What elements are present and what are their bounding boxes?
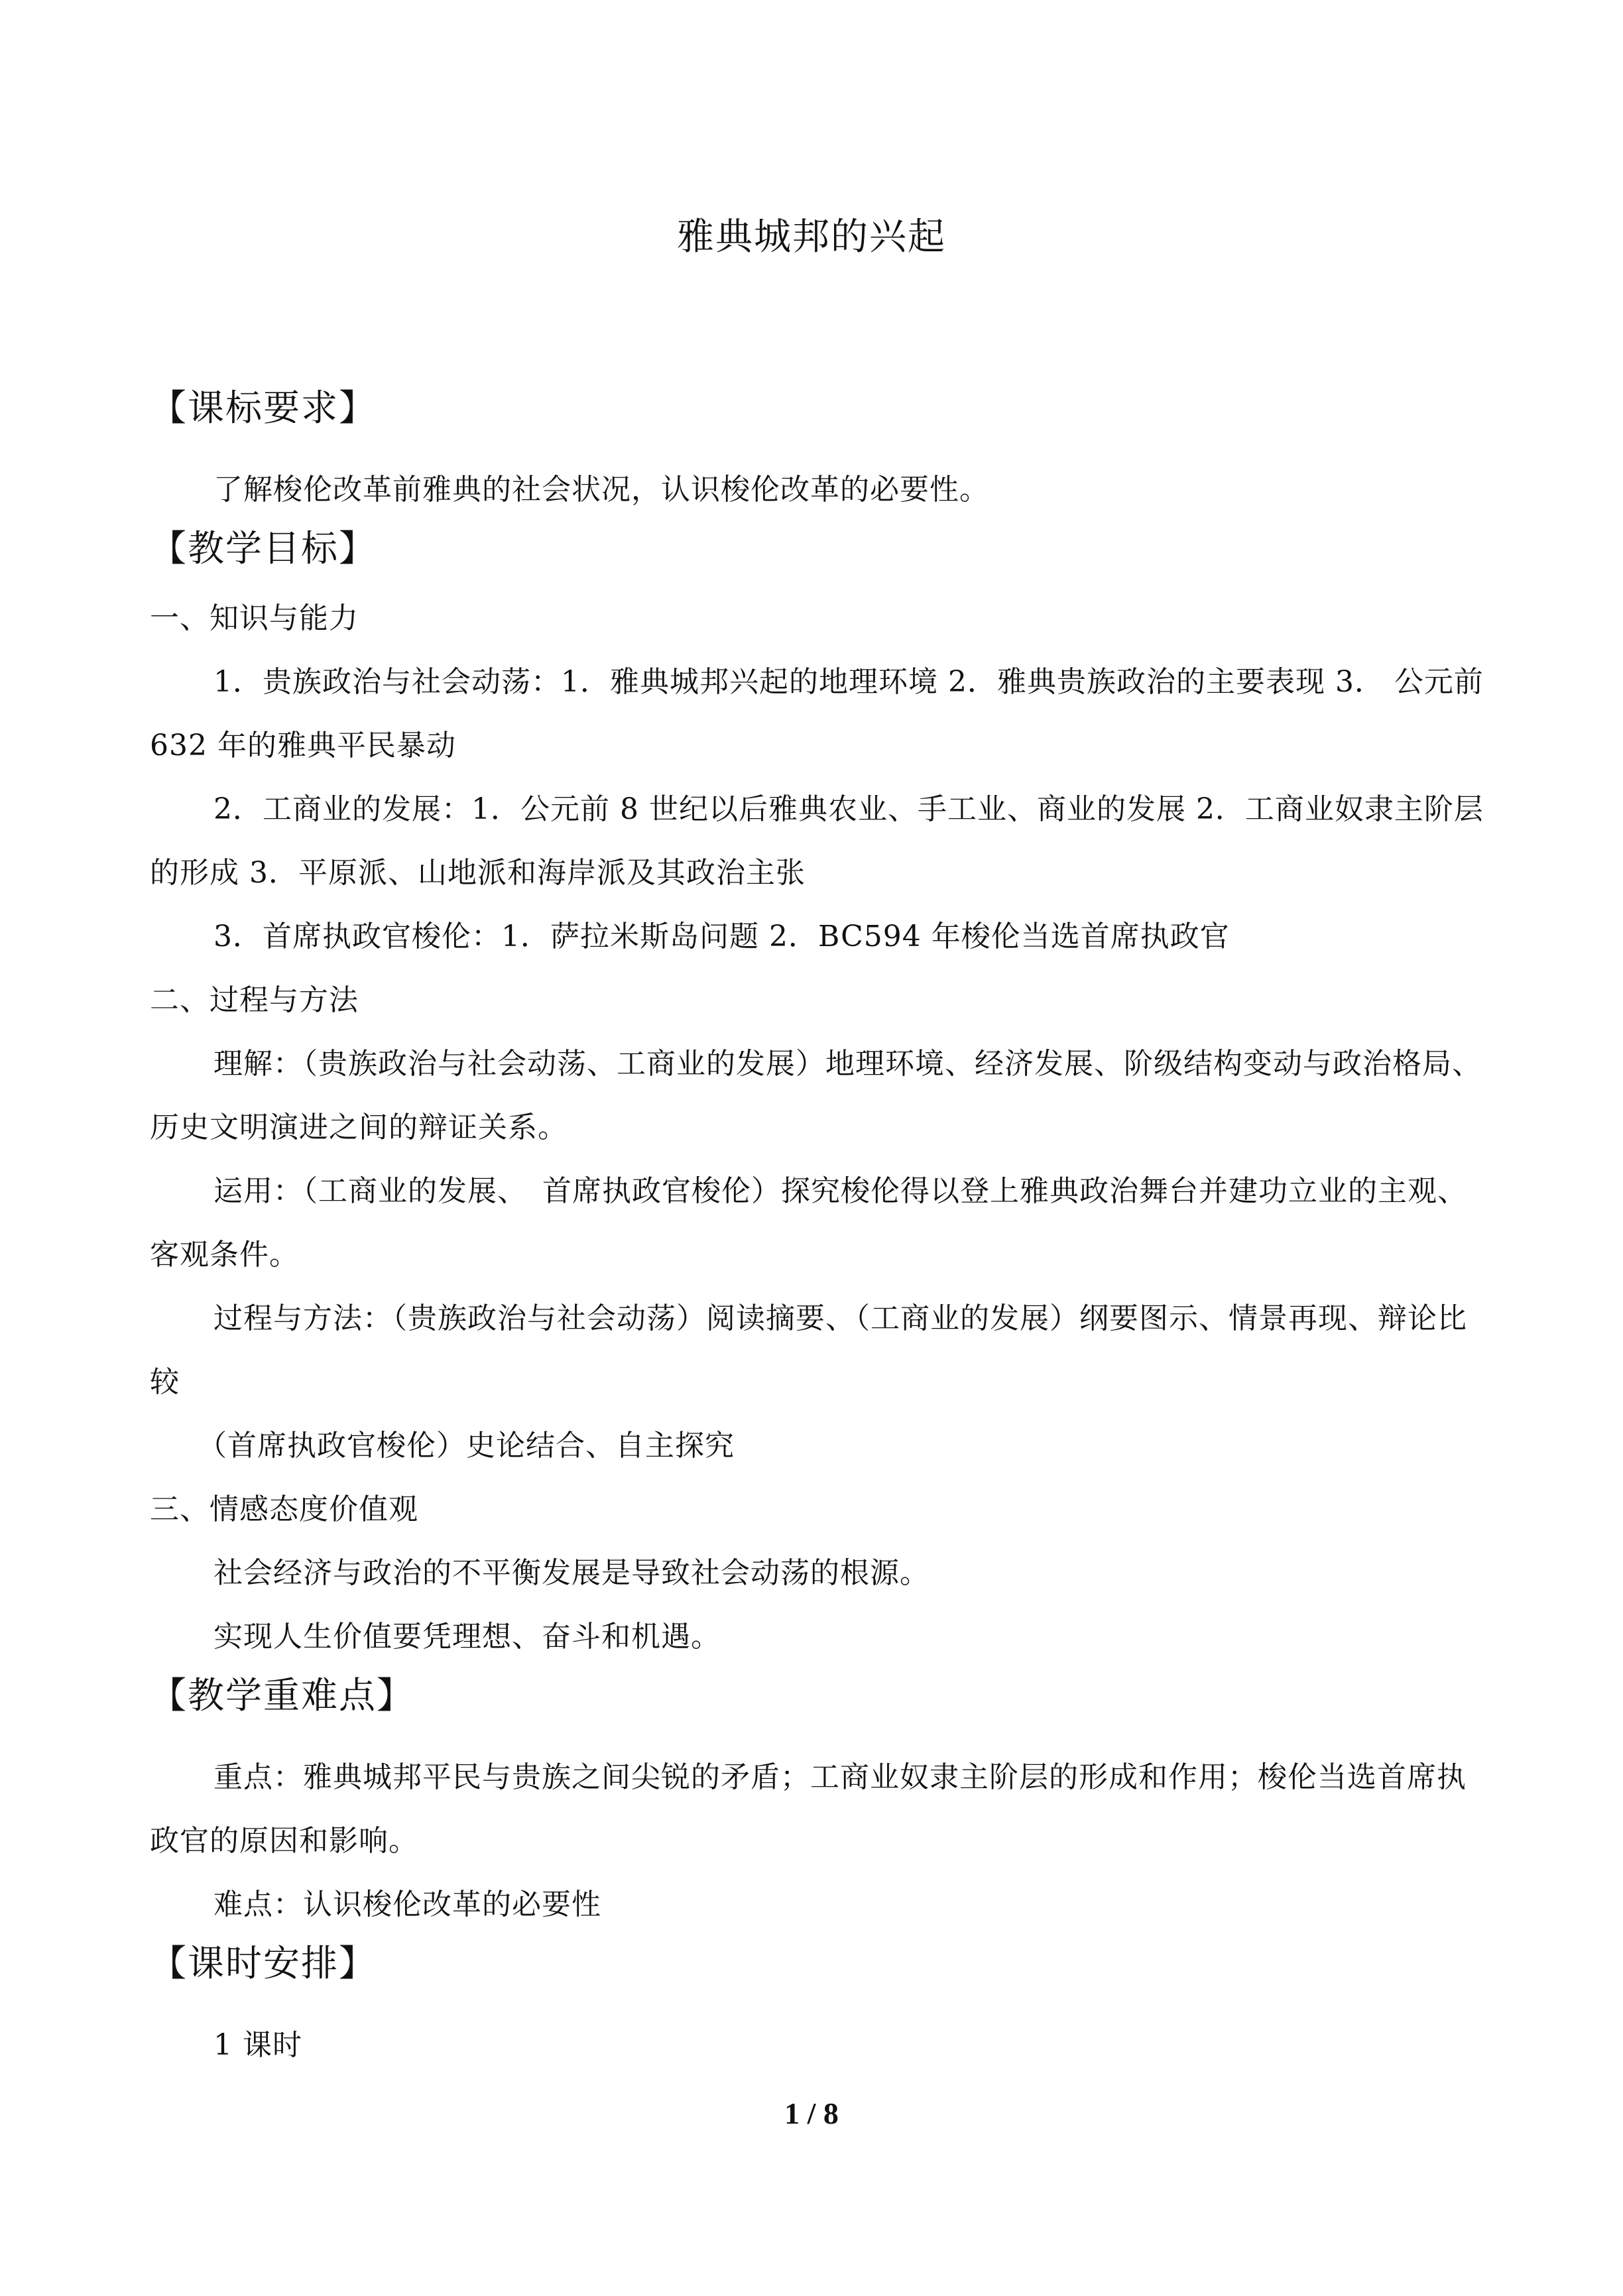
section-heading-objectives: 【教学目标】 — [150, 527, 377, 570]
schedule-text: 1 课时 — [213, 2028, 302, 2062]
document-body — [150, 381, 1489, 2077]
process-method-2: （首席执政官梭伦）史论结合、自主探究 — [198, 1429, 735, 1463]
process-apply: 运用：（工商业的发展、 首席执政官梭伦）探究梭伦得以登上雅典政治舞台并建功立业的主观、客观条件。 — [150, 1174, 1467, 1272]
page-number: 1 / 8 — [784, 2096, 839, 2130]
knowledge-item-3: 3．首席执政官梭伦：1．萨拉米斯岛问题 2．BC594 年梭伦当选首席执政官 — [213, 920, 1230, 953]
subheading-values: 三、情感态度价值观 — [150, 1492, 418, 1526]
process-method: 过程与方法：（贵族政治与社会动荡）阅读摘要、（工商业的发展）纲要图示、情景再现、辩论比较 — [150, 1301, 1467, 1399]
standard-text: 了解梭伦改革前雅典的社会状况，认识梭伦改革的必要性。 — [213, 473, 989, 507]
subheading-knowledge: 一、知识与能力 — [150, 601, 359, 635]
page-title: 雅典城邦的兴起 — [677, 215, 946, 259]
knowledge-item-1: 1．贵族政治与社会动荡：1．雅典城邦兴起的地理环境 2．雅典贵族政治的主要表现 3． 公元前 632 年的雅典平民暴动 — [150, 665, 1484, 762]
subheading-process: 二、过程与方法 — [150, 983, 359, 1017]
section-heading-schedule: 【课时安排】 — [150, 1942, 377, 1984]
values-line-2: 实现人生价值要凭理想、奋斗和机遇。 — [213, 1620, 721, 1654]
knowledge-item-2: 2．工商业的发展：1．公元前 8 世纪以后雅典农业、手工业、商业的发展 2．工商业奴隶主阶层的形成 3．平原派、山地派和海岸派及其政治主张 — [150, 792, 1484, 890]
section-heading-standard: 【课标要求】 — [150, 387, 377, 429]
section-heading-keypoints: 【教学重难点】 — [150, 1674, 415, 1717]
keypoints-difficult: 难点：认识梭伦改革的必要性 — [213, 1888, 601, 1921]
process-understand: 理解：（贵族政治与社会动荡、工商业的发展）地理环境、经济发展、阶级结构变动与政治格局、历史文明演进之间的辩证关系。 — [150, 1047, 1482, 1144]
values-line-1: 社会经济与政治的不平衡发展是导致社会动荡的根源。 — [213, 1556, 930, 1590]
keypoints-key: 重点：雅典城邦平民与贵族之间尖锐的矛盾；工商业奴隶主阶层的形成和作用；梭伦当选首席执政官的原因和影响。 — [150, 1760, 1467, 1858]
